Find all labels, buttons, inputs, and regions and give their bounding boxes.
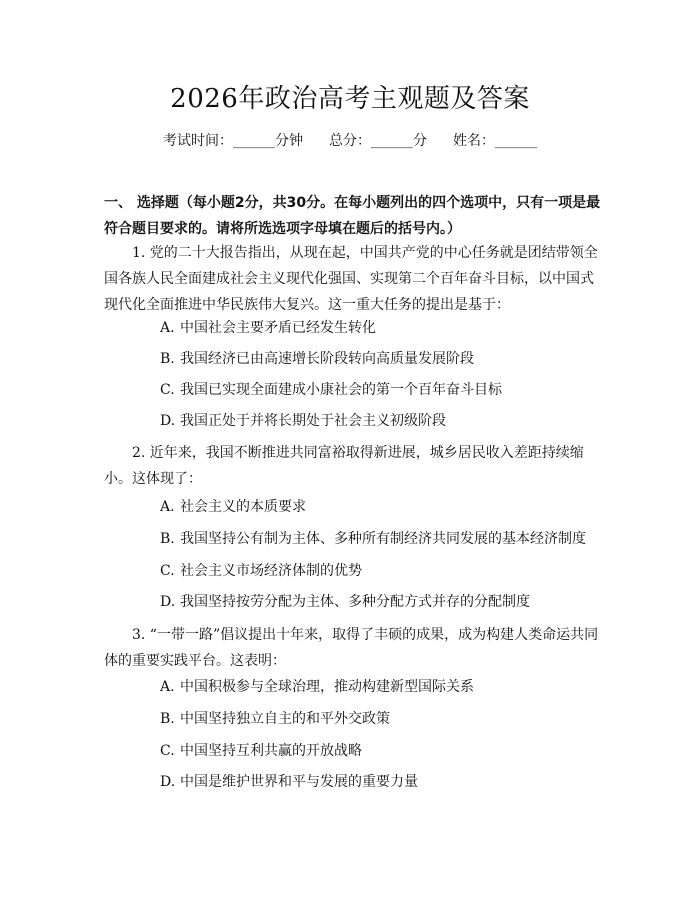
question-2-option-a (160, 497, 600, 517)
option-text: 社会主义市场经济体制的优势 (180, 563, 362, 579)
question-3-option-c (160, 741, 600, 761)
question-3-option-b (160, 709, 600, 729)
name-label: 姓名：______ (453, 133, 537, 149)
option-text: 中国积极参与全球治理，推动构建新型国际关系 (180, 679, 474, 695)
option-letter: C. (160, 743, 175, 759)
option-letter: B. (160, 351, 175, 367)
option-letter: B. (160, 711, 175, 727)
question-2-option-c (160, 561, 600, 581)
question-1-option-c (160, 380, 600, 400)
question-3-option-a (160, 677, 600, 697)
question-1-stem: 1. 党的二十大报告指出，从现在起，中国共产党的中心任务就是团结带领全国各族人民全面建成社会主义现代化强国、实现第二个百年奋斗目标，以中国式现代化全面推进中华民族伟大复兴。这一重大任务的提出是基于： (104, 245, 598, 313)
section-heading: 一、 选择题（每小题2分，共30分。在每小题列出的四个选项中，只有一项是最符合题目要求的。请将所选选项字母填在题后的括号内。） (104, 195, 601, 237)
option-letter: D. (160, 774, 176, 790)
option-text: 社会主义的本质要求 (180, 499, 306, 515)
question-1-option-b (160, 349, 600, 369)
option-letter: C. (160, 382, 175, 398)
option-text: 我国正处于并将长期处于社会主义初级阶段 (180, 413, 446, 429)
option-text: 我国已实现全面建成小康社会的第一个百年奋斗目标 (180, 382, 502, 398)
option-text: 中国社会主要矛盾已经发生转化 (180, 320, 376, 336)
option-text: 中国坚持互利共赢的开放战略 (180, 743, 362, 759)
option-letter: B. (160, 531, 175, 547)
option-letter: C. (160, 563, 175, 579)
question-2-option-d (160, 592, 600, 612)
total-score-field (329, 131, 427, 151)
option-letter: D. (160, 413, 176, 429)
question-2-option-b (160, 529, 600, 549)
question-1-option-d (160, 411, 600, 431)
option-text: 我国坚持公有制为主体、多种所有制经济共同发展的基本经济制度 (180, 531, 586, 547)
option-text: 中国坚持独立自主的和平外交政策 (180, 711, 390, 727)
question-3-stem: 3. “一带一路”倡议提出十年来，取得了丰硕的成果，成为构建人类命运共同体的重要实践平台。这表明： (104, 627, 599, 669)
option-letter: A. (160, 679, 175, 695)
option-text: 我国经济已由高速增长阶段转向高质量发展阶段 (180, 351, 474, 367)
question-2-stem: 2. 近年来，我国不断推进共同富裕取得新进展，城乡居民收入差距持续缩小。这体现了： (104, 445, 584, 487)
total-score-label: 总分：______分 (329, 133, 427, 149)
option-text: 我国坚持按劳分配为主体、多种分配方式并存的分配制度 (180, 594, 530, 610)
exam-time-field (163, 131, 303, 151)
exam-time-label: 考试时间：______分钟 (163, 133, 303, 149)
option-letter: A. (160, 499, 175, 515)
question-1-option-a (160, 318, 600, 338)
question-3-option-d (160, 772, 600, 792)
exam-info-row (0, 131, 700, 151)
name-field (453, 131, 537, 151)
option-letter: A. (160, 320, 175, 336)
page-title: 2026年政治高考主观题及答案 (170, 84, 530, 114)
option-letter: D. (160, 594, 176, 610)
option-text: 中国是维护世界和平与发展的重要力量 (180, 774, 418, 790)
